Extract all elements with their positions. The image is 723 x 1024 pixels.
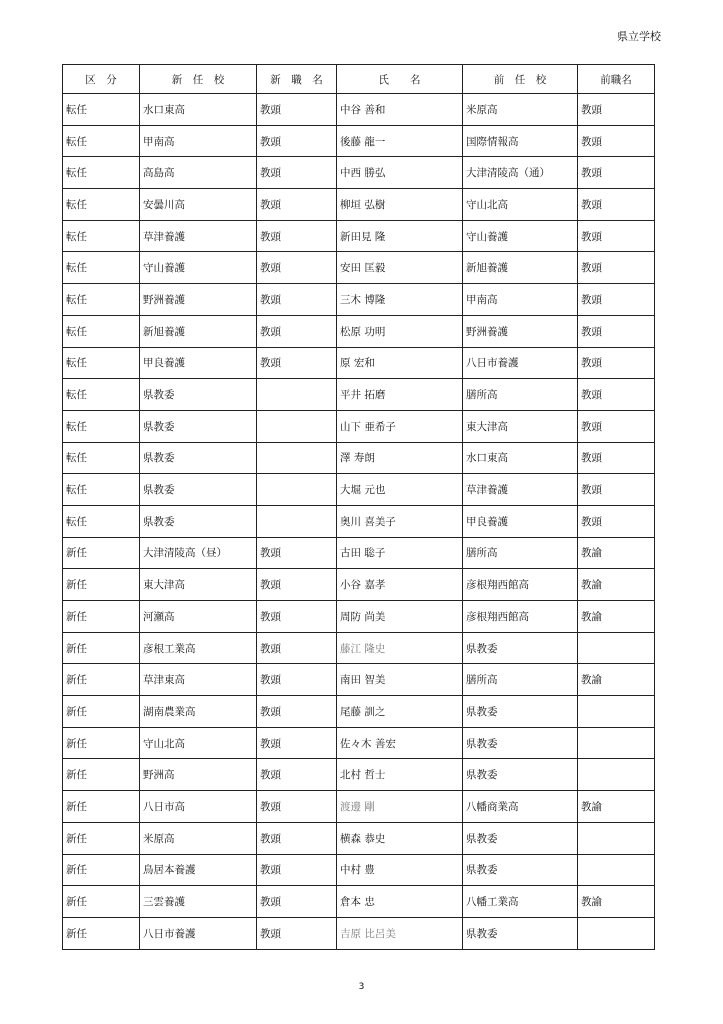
cell-previous-school: 甲良養護 xyxy=(463,505,578,537)
personnel-transfer-table xyxy=(62,64,655,950)
col-header-new-school: 新 任 校 xyxy=(140,65,257,94)
table-row xyxy=(63,379,655,411)
cell-new-school: 東大津高 xyxy=(140,569,257,601)
cell-previous-school: 県教委 xyxy=(463,854,578,886)
cell-previous-school: 野洲養護 xyxy=(463,315,578,347)
cell-new-position xyxy=(257,379,337,411)
table-body xyxy=(63,94,655,950)
cell-new-position: 教頭 xyxy=(257,632,337,664)
cell-new-position: 教頭 xyxy=(257,94,337,126)
cell-category: 新任 xyxy=(63,917,140,949)
cell-previous-school: 水口東高 xyxy=(463,442,578,474)
cell-name: 横森 恭史 xyxy=(337,822,463,854)
cell-new-school: 鳥居本養護 xyxy=(140,854,257,886)
table-row xyxy=(63,125,655,157)
cell-name: 北村 哲士 xyxy=(337,759,463,791)
cell-new-school: 守山養護 xyxy=(140,252,257,284)
cell-new-position: 教頭 xyxy=(257,664,337,696)
cell-new-position xyxy=(257,505,337,537)
table-row xyxy=(63,886,655,918)
table-row xyxy=(63,791,655,823)
cell-category: 新任 xyxy=(63,601,140,633)
cell-name: 奥川 喜美子 xyxy=(337,505,463,537)
cell-category: 新任 xyxy=(63,727,140,759)
cell-new-position: 教頭 xyxy=(257,569,337,601)
cell-new-position: 教頭 xyxy=(257,917,337,949)
cell-name: 松原 功明 xyxy=(337,315,463,347)
cell-name: 古田 聡子 xyxy=(337,537,463,569)
table-row xyxy=(63,537,655,569)
table-row xyxy=(63,442,655,474)
cell-name: 安田 匡毅 xyxy=(337,252,463,284)
cell-name: 佐々木 善宏 xyxy=(337,727,463,759)
cell-previous-position: 教諭 xyxy=(578,886,655,918)
table-row xyxy=(63,157,655,189)
cell-previous-school: 彦根翔西館高 xyxy=(463,601,578,633)
cell-name: 大堀 元也 xyxy=(337,474,463,506)
cell-category: 新任 xyxy=(63,569,140,601)
cell-new-position: 教頭 xyxy=(257,284,337,316)
cell-name: 山下 亜希子 xyxy=(337,410,463,442)
table-row xyxy=(63,601,655,633)
cell-category: 新任 xyxy=(63,759,140,791)
cell-new-school: 県教委 xyxy=(140,379,257,411)
table-row xyxy=(63,854,655,886)
cell-new-school: 県教委 xyxy=(140,410,257,442)
cell-name: 周防 尚美 xyxy=(337,601,463,633)
table-row xyxy=(63,505,655,537)
table-row xyxy=(63,189,655,221)
cell-new-school: 野洲養護 xyxy=(140,284,257,316)
cell-previous-school: 米原高 xyxy=(463,94,578,126)
document-category-label: 県立学校 xyxy=(617,30,661,43)
cell-category: 新任 xyxy=(63,632,140,664)
col-header-category: 区 分 xyxy=(63,65,140,94)
cell-new-school: 河瀬高 xyxy=(140,601,257,633)
cell-previous-position: 教頭 xyxy=(578,505,655,537)
table-row xyxy=(63,822,655,854)
cell-new-school: 安曇川高 xyxy=(140,189,257,221)
cell-name: 後藤 龍一 xyxy=(337,125,463,157)
cell-previous-school: 草津養護 xyxy=(463,474,578,506)
cell-name: 新田見 隆 xyxy=(337,220,463,252)
cell-previous-position: 教諭 xyxy=(578,601,655,633)
cell-new-position: 教頭 xyxy=(257,696,337,728)
cell-name: 中谷 善和 xyxy=(337,94,463,126)
cell-new-school: 水口東高 xyxy=(140,94,257,126)
cell-previous-school: 県教委 xyxy=(463,917,578,949)
cell-new-school: 新旭養護 xyxy=(140,315,257,347)
cell-name: 渡邊 剛 xyxy=(337,791,463,823)
cell-new-school: 米原高 xyxy=(140,822,257,854)
table-row xyxy=(63,569,655,601)
cell-category: 転任 xyxy=(63,410,140,442)
cell-name: 中村 豊 xyxy=(337,854,463,886)
table-row xyxy=(63,94,655,126)
cell-new-school: 県教委 xyxy=(140,474,257,506)
cell-new-school: 八日市高 xyxy=(140,791,257,823)
cell-new-position: 教頭 xyxy=(257,759,337,791)
cell-previous-position xyxy=(578,917,655,949)
cell-category: 転任 xyxy=(63,220,140,252)
cell-name: 小谷 嘉孝 xyxy=(337,569,463,601)
cell-category: 転任 xyxy=(63,347,140,379)
cell-new-position: 教頭 xyxy=(257,886,337,918)
cell-new-position: 教頭 xyxy=(257,189,337,221)
table-header xyxy=(63,65,655,94)
cell-category: 新任 xyxy=(63,664,140,696)
cell-previous-school: 膳所高 xyxy=(463,664,578,696)
table-row xyxy=(63,664,655,696)
cell-previous-school: 八日市養護 xyxy=(463,347,578,379)
cell-previous-position xyxy=(578,759,655,791)
cell-category: 転任 xyxy=(63,252,140,284)
cell-new-position: 教頭 xyxy=(257,822,337,854)
cell-category: 転任 xyxy=(63,94,140,126)
cell-name: 藤江 隆史 xyxy=(337,632,463,664)
table-row xyxy=(63,347,655,379)
cell-previous-school: 甲南高 xyxy=(463,284,578,316)
cell-previous-school: 八幡工業高 xyxy=(463,886,578,918)
cell-previous-position xyxy=(578,822,655,854)
cell-new-position: 教頭 xyxy=(257,854,337,886)
cell-previous-school: 東大津高 xyxy=(463,410,578,442)
cell-category: 新任 xyxy=(63,854,140,886)
cell-category: 転任 xyxy=(63,125,140,157)
cell-previous-school: 守山北高 xyxy=(463,189,578,221)
cell-category: 新任 xyxy=(63,886,140,918)
cell-category: 転任 xyxy=(63,505,140,537)
cell-previous-position: 教頭 xyxy=(578,94,655,126)
cell-new-position xyxy=(257,474,337,506)
table-row xyxy=(63,220,655,252)
cell-previous-school: 県教委 xyxy=(463,822,578,854)
cell-previous-school: 八幡商業高 xyxy=(463,791,578,823)
cell-previous-position: 教頭 xyxy=(578,220,655,252)
cell-name: 倉本 忠 xyxy=(337,886,463,918)
cell-category: 新任 xyxy=(63,791,140,823)
cell-new-school: 野洲高 xyxy=(140,759,257,791)
col-header-previous-school: 前 任 校 xyxy=(463,65,578,94)
cell-previous-position xyxy=(578,632,655,664)
col-header-new-position: 新 職 名 xyxy=(257,65,337,94)
cell-name: 澤 寿朗 xyxy=(337,442,463,474)
cell-new-position: 教頭 xyxy=(257,220,337,252)
cell-previous-position: 教頭 xyxy=(578,474,655,506)
cell-name: 尾藤 訓之 xyxy=(337,696,463,728)
cell-previous-school: 膳所高 xyxy=(463,379,578,411)
cell-previous-school: 大津清陵高（通） xyxy=(463,157,578,189)
cell-previous-position xyxy=(578,727,655,759)
cell-previous-position: 教諭 xyxy=(578,569,655,601)
cell-new-position xyxy=(257,442,337,474)
cell-previous-school: 県教委 xyxy=(463,632,578,664)
table-row xyxy=(63,759,655,791)
table-row xyxy=(63,917,655,949)
cell-category: 新任 xyxy=(63,822,140,854)
cell-previous-position: 教頭 xyxy=(578,410,655,442)
cell-previous-school: 新旭養護 xyxy=(463,252,578,284)
cell-category: 転任 xyxy=(63,157,140,189)
cell-name: 原 宏和 xyxy=(337,347,463,379)
table-row xyxy=(63,252,655,284)
cell-previous-position: 教諭 xyxy=(578,791,655,823)
cell-category: 転任 xyxy=(63,315,140,347)
cell-name: 南田 智美 xyxy=(337,664,463,696)
cell-previous-position: 教頭 xyxy=(578,125,655,157)
cell-new-school: 大津清陵高（昼） xyxy=(140,537,257,569)
cell-new-position xyxy=(257,410,337,442)
cell-previous-position: 教頭 xyxy=(578,442,655,474)
cell-previous-school: 守山養護 xyxy=(463,220,578,252)
cell-new-school: 甲南高 xyxy=(140,125,257,157)
cell-new-position: 教頭 xyxy=(257,315,337,347)
page-number: 3 xyxy=(358,982,365,992)
cell-category: 新任 xyxy=(63,696,140,728)
cell-name: 吉原 比呂美 xyxy=(337,917,463,949)
cell-previous-school: 国際情報高 xyxy=(463,125,578,157)
cell-previous-position xyxy=(578,696,655,728)
cell-category: 転任 xyxy=(63,379,140,411)
cell-previous-position: 教諭 xyxy=(578,537,655,569)
cell-previous-position: 教頭 xyxy=(578,189,655,221)
cell-new-school: 湖南農業高 xyxy=(140,696,257,728)
cell-previous-position: 教頭 xyxy=(578,315,655,347)
cell-category: 転任 xyxy=(63,189,140,221)
cell-new-position: 教頭 xyxy=(257,601,337,633)
table-row xyxy=(63,696,655,728)
cell-category: 転任 xyxy=(63,474,140,506)
cell-previous-school: 県教委 xyxy=(463,696,578,728)
cell-name: 中西 勝弘 xyxy=(337,157,463,189)
cell-new-position: 教頭 xyxy=(257,537,337,569)
table-row xyxy=(63,410,655,442)
cell-new-school: 県教委 xyxy=(140,442,257,474)
cell-new-school: 草津養護 xyxy=(140,220,257,252)
cell-previous-position: 教頭 xyxy=(578,347,655,379)
cell-category: 転任 xyxy=(63,284,140,316)
cell-previous-school: 彦根翔西館高 xyxy=(463,569,578,601)
cell-name: 柳垣 弘樹 xyxy=(337,189,463,221)
cell-new-position: 教頭 xyxy=(257,791,337,823)
cell-new-position: 教頭 xyxy=(257,125,337,157)
cell-previous-school: 県教委 xyxy=(463,759,578,791)
table-row xyxy=(63,727,655,759)
cell-new-position: 教頭 xyxy=(257,347,337,379)
col-header-previous-position: 前職名 xyxy=(578,65,655,94)
cell-previous-position: 教頭 xyxy=(578,252,655,284)
cell-new-school: 三雲養護 xyxy=(140,886,257,918)
cell-previous-position: 教諭 xyxy=(578,664,655,696)
cell-category: 新任 xyxy=(63,537,140,569)
cell-name: 三木 博隆 xyxy=(337,284,463,316)
cell-new-school: 彦根工業高 xyxy=(140,632,257,664)
cell-new-position: 教頭 xyxy=(257,252,337,284)
cell-previous-position: 教頭 xyxy=(578,379,655,411)
cell-new-school: 高島高 xyxy=(140,157,257,189)
cell-new-school: 県教委 xyxy=(140,505,257,537)
col-header-name: 氏 名 xyxy=(337,65,463,94)
table-row xyxy=(63,315,655,347)
cell-previous-position: 教頭 xyxy=(578,284,655,316)
cell-category: 転任 xyxy=(63,442,140,474)
cell-new-school: 八日市養護 xyxy=(140,917,257,949)
cell-new-position: 教頭 xyxy=(257,727,337,759)
cell-previous-position: 教頭 xyxy=(578,157,655,189)
cell-previous-school: 県教委 xyxy=(463,727,578,759)
table-row xyxy=(63,284,655,316)
table-row xyxy=(63,474,655,506)
cell-new-position: 教頭 xyxy=(257,157,337,189)
cell-previous-position xyxy=(578,854,655,886)
cell-new-school: 草津東高 xyxy=(140,664,257,696)
cell-new-school: 甲良養護 xyxy=(140,347,257,379)
cell-new-school: 守山北高 xyxy=(140,727,257,759)
cell-name: 平井 拓磨 xyxy=(337,379,463,411)
cell-previous-school: 膳所高 xyxy=(463,537,578,569)
table-row xyxy=(63,632,655,664)
table-header-row xyxy=(63,65,655,94)
